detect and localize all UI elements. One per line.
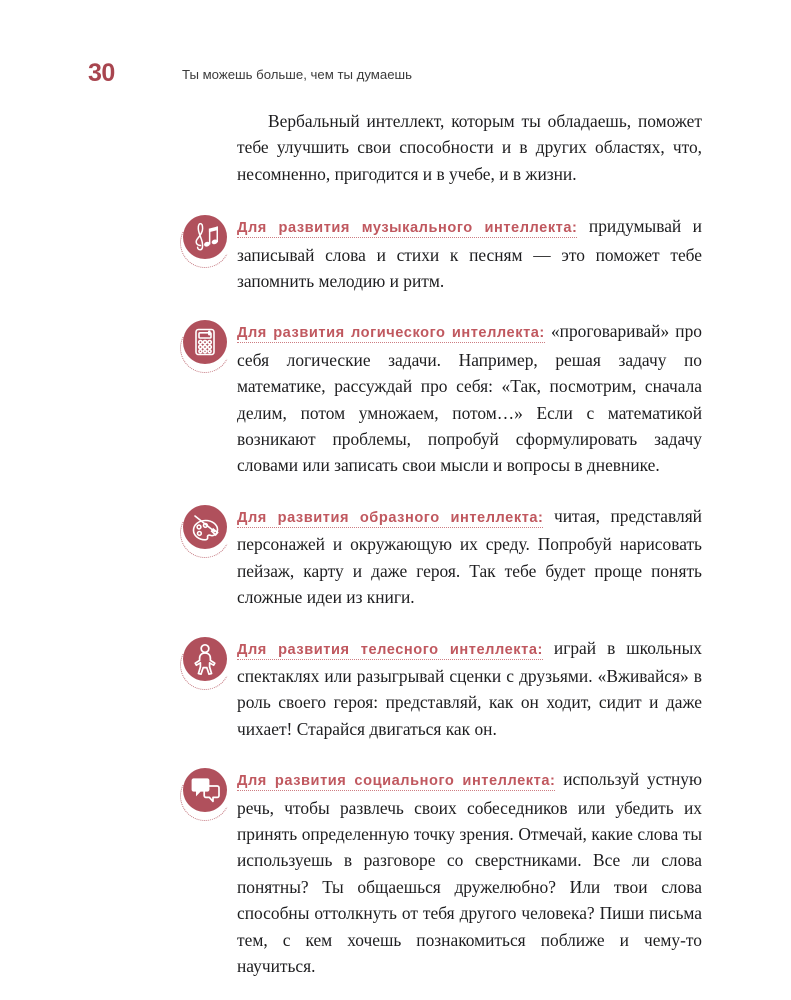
page-number: 30 xyxy=(88,59,115,87)
tip-item xyxy=(180,635,702,743)
tip-lead-label: Для развития логического интеллекта: xyxy=(237,325,545,342)
palette-icon xyxy=(180,505,232,557)
body-figure-icon xyxy=(180,637,232,689)
tip-body-text: «проговаривай» про себя логические задачи. Например, решая задачу по математике, рассуждай про себя: «Так, посмотрим, сначала делим, потом умножаем, потом…» Если с математикой возникают проблемы, попробуй сформулировать задачу словами или записать свои мысли и вопросы в дневнике. xyxy=(237,321,703,476)
tip-text xyxy=(237,503,702,611)
tip-text xyxy=(237,635,702,743)
tip-lead-label: Для развития телесного интеллекта: xyxy=(237,641,543,658)
text-column xyxy=(180,108,702,979)
tip-item xyxy=(180,766,702,979)
tip-body-text: читая, представляй персонажей и окружающую их среду. Попробуй нарисовать пейзаж, карту и даже героя. Так тебе будет проще понять сложные идеи из книги. xyxy=(237,505,702,608)
calculator-glyph xyxy=(183,320,227,364)
palette-glyph xyxy=(183,505,227,549)
tip-body-text: играй в школьных спектаклях или разыгрывай сценки с друзьями. «Вживайся» в роль своего героя: представляй, как он ходит, сидит и даже чихает! Старайся двигаться как он. xyxy=(237,637,702,739)
speech-bubbles-icon xyxy=(180,768,232,820)
speech-bubbles-glyph xyxy=(183,768,227,812)
tip-body-text: придумывай и записывай слова и стихи к песням — это поможет тебе запомнить мелодию и ритм. xyxy=(237,216,702,292)
tip-text xyxy=(237,318,702,478)
lead-paragraph: Вербальный интеллект, которым ты обладаешь, поможет тебе улучшить свои способности и в других областях, что, несомненно, пригодится и в учебе, и в жизни. xyxy=(237,111,702,184)
tip-lead-label: Для развития образного интеллекта: xyxy=(237,509,544,526)
tip-text xyxy=(237,766,702,979)
tip-lead-label: Для развития музыкального интеллекта: xyxy=(237,220,578,237)
tip-item xyxy=(180,318,702,478)
running-head xyxy=(88,58,708,92)
music-note-icon xyxy=(180,215,232,267)
music-note-glyph xyxy=(183,215,227,259)
tip-text xyxy=(237,213,702,294)
calculator-icon xyxy=(180,320,232,372)
tip-item xyxy=(180,503,702,611)
tip-lead-label: Для развития социального интеллекта: xyxy=(237,773,556,790)
tip-item xyxy=(180,213,702,294)
body-figure-glyph xyxy=(183,637,227,681)
running-title: Ты можешь больше, чем ты думаешь xyxy=(182,67,412,82)
tip-body-text: используй устную речь, чтобы развлечь своих собеседников или убедить их принять определенную точку зрения. Отмечай, какие слова ты используешь в разговоре со сверстниками. Все ли слова понятны? Ты общаешься дружелюбно? Или твои слова способны оттолкнуть от тебя другого человека? Пиши письма тем, с кем хочешь познакомиться поближе и чему-то научиться. xyxy=(237,769,702,976)
